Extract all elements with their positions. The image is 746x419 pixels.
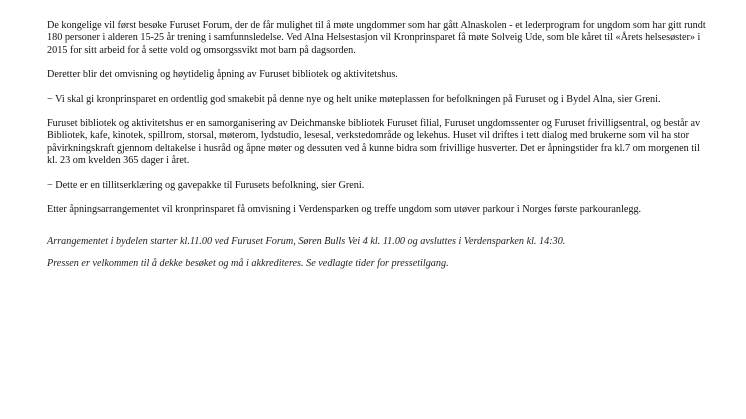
note-schedule: Arrangementet i bydelen starter kl.11.00 ved Furuset Forum, Søren Bulls Vei 4 kl. 11.00 og avsluttes i Verdensparken kl. 14:30. [47,236,566,248]
paragraph-greni-quote-1: − Vi skal gi kronprinsparet en ordentlig god smakebit på denne nye og helt unike møteplassen for befolkningen på Furuset og i Bydel Alna, sier Greni. [47,93,661,105]
paragraph-greni-quote-2: − Dette er en tillitserklæring og gavepakke til Furusets befolkning, sier Greni. [47,179,365,191]
paragraph-library-description: Furuset bibliotek og aktivitetshus er en samorganisering av Deichmanske bibliotek Furuset filial, Furuset ungdomssenter og Furuset frivilligsentral, og består av Bibliotek, kafe, kinotek, spillrom, storsal, møterom, lydstudio, lesesal, verkstedområde og lekehus. Huset vil driftes i tett dialog med brukerne som vil ha stor påvirkningskraft gjennom deltakelse i husråd og åpne møter og dessuten ved å kunne bidra som frivillige husverter. Det er åpningstider fra kl.7 om morgenen til kl. 23 om kvelden 365 dager i året. [47,118,701,167]
note-press: Pressen er velkommen til å dekke besøket og må i akkrediteres. Se vedlagte tider for pressetilgang. [47,257,449,269]
document-body [47,20,707,279]
paragraph-verdensparken: Etter åpningsarrangementet vil kronprinsparet få omvisning i Verdensparken og treffe ungdom som utøver parkour i Norges første parkouranlegg. [47,204,642,216]
paragraph-library-opening: Deretter blir det omvisning og høytidelig åpning av Furuset bibliotek og aktivitetshus. [47,69,398,81]
paragraph-royal-visit: De kongelige vil først besøke Furuset Forum, der de får mulighet til å møte ungdommer som har gått Alnaskolen - et lederprogram for ungdom som har gitt rundt 180 personer i alderen 15-25 år trening i samfunnsledelse. Ved Alna Helsestasjon vil Kronprinsparet få møte Solveig Ude, som ble kåret til «Årets helsesøster» i 2015 for sitt arbeid for å sette vold og omsorgssvikt mot barn på dagsorden. [47,20,706,56]
